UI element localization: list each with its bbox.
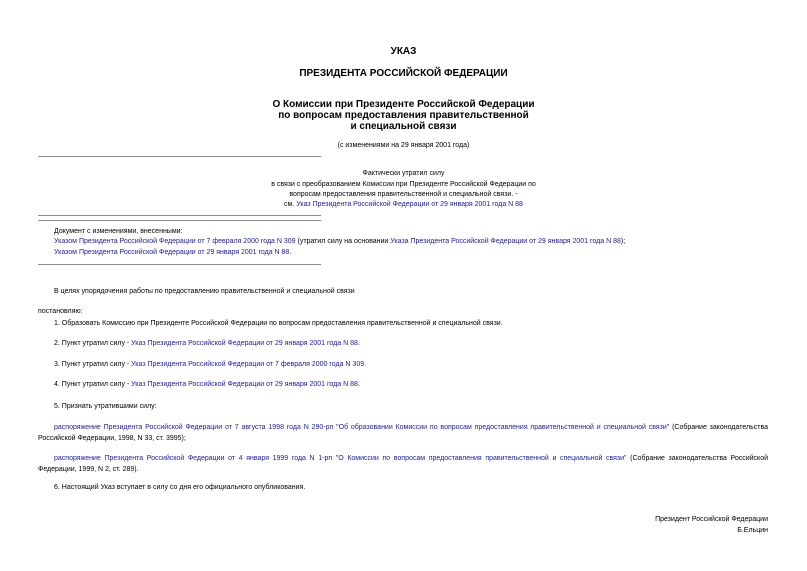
notice-line-3: вопросам предоставления правительственной и специальной связи. - xyxy=(289,191,518,198)
divider xyxy=(38,264,321,265)
notice-prefix: см. xyxy=(284,201,297,208)
decree-word: постановляю: xyxy=(38,308,83,315)
paragraph-2-link[interactable]: Указ Президента Российской Федерации от 29 января 2001 года N 88 xyxy=(131,340,358,347)
amended-item-1 xyxy=(54,238,625,245)
repealed-link-1[interactable]: распоряжение Президента Российской Федерации от 7 августа 1998 года N 290-рп "Об образовании Комиссии по вопросам предоставления правительственной и специальной связи" xyxy=(54,424,670,431)
signature-name: Б.Ельцин xyxy=(737,527,768,534)
repealed-text: (Собрание законодательства Российской Федерации, 1998, N 33, ст. 3995); xyxy=(38,424,768,442)
subject-line-2: по вопросам предоставления правительственной xyxy=(278,110,529,121)
paragraph-6: 6. Настоящий Указ вступает в силу со дня его официального опубликования. xyxy=(54,484,306,491)
amended-text: (утратил силу на основании xyxy=(295,238,391,245)
paragraph-text: . xyxy=(357,381,360,388)
repealed-item-1 xyxy=(38,422,768,444)
amended-label: Документ с изменениями, внесенными: xyxy=(54,228,183,235)
paragraph-text: 4. Пункт утратил силу - xyxy=(54,381,132,388)
paragraph-4-link[interactable]: Указ Президента Российской Федерации от 29 января 2001 года N 88 xyxy=(131,381,358,388)
subject-line-1: О Комиссии при Президенте Российской Федерации xyxy=(272,99,535,110)
amended-link-1[interactable]: Указом Президента Российской Федерации от 7 февраля 2000 года N 309 xyxy=(54,238,296,245)
paragraph-3-link[interactable]: Указ Президента Российской Федерации от 7 февраля 2000 года N 309 xyxy=(131,361,365,368)
subject-line-3: и специальной связи xyxy=(350,121,457,132)
notice-line-2: в связи с преобразованием Комиссии при Президенте Российской Федерации по xyxy=(271,181,536,188)
paragraph-4 xyxy=(54,381,360,388)
repealed-item-2 xyxy=(38,453,768,475)
changes-note: (с изменениями на 29 января 2001 года) xyxy=(337,142,470,149)
paragraph-text: 2. Пункт утратил силу - xyxy=(54,340,132,347)
amended-text: ); xyxy=(620,238,626,245)
signature-position: Президент Российской Федерации xyxy=(655,516,768,523)
paragraph-2 xyxy=(54,340,360,347)
amended-item-2 xyxy=(54,249,291,256)
paragraph-3 xyxy=(54,361,366,368)
notice-line-1: Фактически утратил силу xyxy=(362,170,445,177)
paragraph-text: . xyxy=(357,340,360,347)
divider xyxy=(38,156,321,157)
paragraph-text: . xyxy=(364,361,367,368)
preamble: В целях упорядочения работы по предоставлению правительственной и специальной связи xyxy=(54,288,355,295)
amended-text: . xyxy=(289,249,292,256)
divider xyxy=(38,215,321,216)
paragraph-5: 5. Признать утратившими силу: xyxy=(54,403,157,410)
paragraph-1: 1. Образовать Комиссию при Президенте Российской Федерации по вопросам предоставления правительственной и специальной связи. xyxy=(54,320,503,327)
amended-link-1b[interactable]: Указа Президента Российской Федерации от 29 января 2001 года N 88 xyxy=(390,238,621,245)
issuer-title: ПРЕЗИДЕНТА РОССИЙСКОЙ ФЕДЕРАЦИИ xyxy=(299,68,508,79)
divider xyxy=(38,220,321,221)
amended-link-2[interactable]: Указом Президента Российской Федерации от 29 января 2001 года N 88 xyxy=(54,249,290,256)
notice-link[interactable]: Указ Президента Российской Федерации от 29 января 2001 года N 88 xyxy=(296,201,523,208)
repealed-link-2[interactable]: распоряжение Президента Российской Федерации от 4 января 1999 года N 1-рп "О Комиссии по вопросам предоставления правительственной и специальной связи" xyxy=(54,455,627,462)
repealed-text: (Собрание законодательства Российской Федерации, 1999, N 2, ст. 289). xyxy=(38,455,768,473)
notice-line-4 xyxy=(0,201,807,208)
paragraph-text: 3. Пункт утратил силу - xyxy=(54,361,132,368)
doc-type-title: УКАЗ xyxy=(390,46,417,57)
